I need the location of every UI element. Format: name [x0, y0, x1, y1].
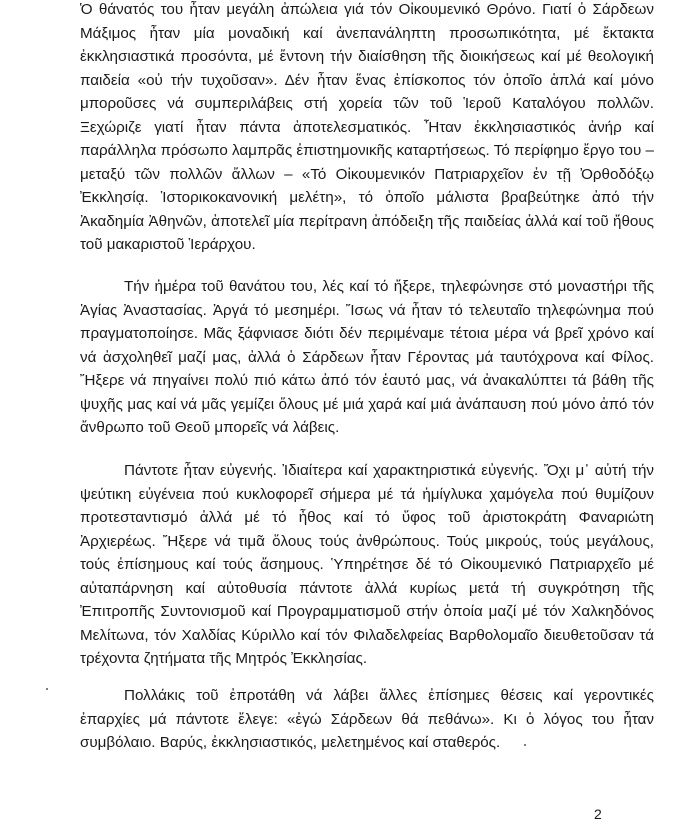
paragraph-1: Ὁ θάνατός του ἦταν μεγάλη ἀπώλεια γιά τόν Οἰκουμενικό Θρόνο. Γιατί ὁ Σάρδεων Μάξιμος ἦταν μία μοναδική καί ἀνεπανάληπτη προσωπικότητα, μέ ἔκτακτα ἐκκλησιαστικά προσόντα, μέ ἔντονη τήν διαίσθηση τῆς διοικήσεως καί μέ θεολογική παιδεία «οὐ τήν τυχοῦσαν». Δέν ἦταν ἕνας ἐπίσκοπος τόν ὁποῖο ἁπλά καί μόνο μποροῦσες νά συμπεριλάβεις στή χορεία τῶν τοῦ Ἱεροῦ Καταλόγου πολλῶν. Ξεχώριζε γιατί ἦταν πάντα ἀποτελεσματικός. Ἦταν ἐκκλησιαστικός ἀνήρ καί παράλληλα πρόσωπο λαμπρᾶς ἐπιστημονικῆς καταρτήσεως. Τό περίφημο ἔργο του – μεταξύ τῶν πολλῶν ἄλλων – «Τό Οἰκουμενικόν Πατριαρχεῖον ἐν τῇ Ὀρθοδόξῳ Ἐκκλησίᾳ. Ἱστορικοκανονική μελέτη», τό ὁποῖο μάλιστα βραβεύτηκε ἀπό τήν Ἀκαδημία Ἀθηνῶν, ἀποτελεῖ μία περίτρανη ἀπόδειξη τῆς παιδείας ἀλλά καί τοῦ ἤθους τοῦ μακαριστοῦ Ἱεράρχου.	[80, 1, 654, 253]
scan-speck	[524, 744, 526, 746]
scan-speck	[46, 688, 48, 690]
paragraph-3: Πάντοτε ἦταν εὐγενής. Ἰδιαίτερα καί χαρακτηριστικά εὐγενής. Ὄχι μ᾽ αὐτή τήν ψεύτικη εὐγένεια πού κυκλοφορεῖ σήμερα μέ τά ἡμίγλυκα χαμόγελα πού θυμίζουν προτεσταντισμό ἀλλά μέ τό ἦθος καί τό ὕφος τοῦ ἀριστοκράτη Φαναριώτη Ἀρχιερέως. Ἤξερε νά τιμᾶ ὅλους τούς ἀνθρώπους. Τούς μικρούς, τούς μεγάλους, τούς ἐπίσημους καί τούς ἄσημους. Ὑπηρέτησε δέ τό Οἰκουμενικό Πατριαρχεῖο μέ αὐταπάρνηση καί αὐτοθυσία πάντοτε ἀλλά κυρίως μετά τή συγκρότηση τῆς Ἐπιτροπῆς Συντονισμοῦ καί Προγραμματισμοῦ στήν ὁποία μαζί μέ τόν Χαλκηδόνος Μελίτωνα, τόν Χαλδίας Κύριλλο καί τόν Φιλαδελφείας Βαρθολομαῖο διευθετοῦσαν τά τρέχοντα ζητήματα τῆς Μητρός Ἐκκλησίας.	[80, 462, 654, 667]
page-number: 2	[594, 806, 602, 822]
paragraph-4: Πολλάκις τοῦ ἐπροτάθη νά λάβει ἄλλες ἐπίσημες θέσεις καί γεροντικές ἐπαρχίες μά πάντοτε ἔλεγε: «ἐγώ Σάρδεων θά πεθάνω». Κι ὁ λόγος του ἦταν συμβόλαιο. Βαρύς, ἐκκλησιαστικός, μελετημένος καί σταθερός.	[80, 687, 654, 751]
paragraph-2: Τήν ἡμέρα τοῦ θανάτου του, λές καί τό ἤξερε, τηλεφώνησε στό μοναστήρι τῆς Ἁγίας Ἀναστασίας. Ἀργά τό μεσημέρι. Ἴσως νά ἦταν τό τελευταῖο τηλεφώνημα πού πραγματοποίησε. Μᾶς ξάφνιασε διότι δέν περιμέναμε τέτοια μέρα νά βρεῖ χρόνο καί νά ἀσχοληθεῖ μαζί μας, ἀλλά ὁ Σάρδεων ἦταν Γέροντας μά ταυτόχρονα καί Φίλος. Ἤξερε νά πηγαίνει πολύ πιό κάτω ἀπό τόν ἑαυτό μας, νά ἀνακαλύπτει τά βάθη τῆς ψυχῆς μας καί νά μᾶς γεμίζει ὅλους μέ μιά χαρά καί μιά ἀνάπαυση πού μόνο ἀπό τόν ἄνθρωπο τοῦ Θεοῦ μπορεῖς νά λάβεις.	[80, 278, 654, 436]
